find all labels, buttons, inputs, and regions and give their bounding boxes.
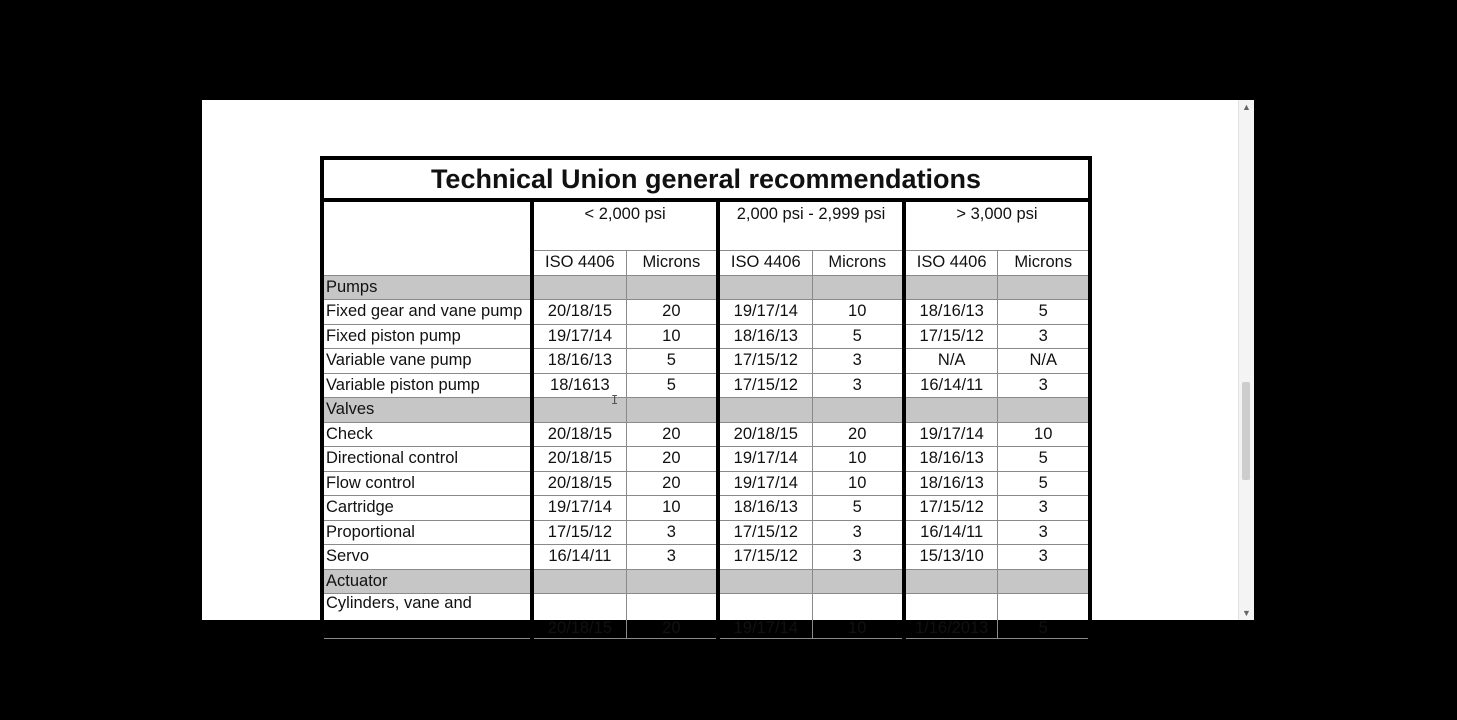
table-row — [322, 349, 1090, 374]
cell-microns: 3 — [626, 520, 718, 545]
row-label: Directional control — [322, 447, 532, 472]
header-blank-cell — [322, 200, 532, 275]
scroll-thumb[interactable] — [1242, 382, 1250, 480]
table-row — [322, 324, 1090, 349]
scroll-up-icon[interactable]: ▲ — [1242, 102, 1251, 112]
cell-microns: 10 — [626, 496, 718, 521]
recommendations-table — [320, 156, 1092, 639]
cell-iso: 17/15/12 — [904, 496, 998, 521]
cell-microns: 5 — [998, 594, 1090, 639]
cell-iso: 20/18/15 — [532, 300, 626, 325]
category-row-valves — [322, 398, 1090, 423]
cell-microns: 3 — [998, 545, 1090, 570]
col-header-iso: ISO 4406 — [904, 251, 998, 276]
cell-iso: 19/17/14 — [718, 447, 812, 472]
cell-iso: 20/18/15 — [532, 471, 626, 496]
category-label: Valves — [322, 398, 532, 423]
cell-iso: 18/1613 — [532, 373, 626, 398]
cell-microns: 10 — [998, 422, 1090, 447]
table-row — [322, 373, 1090, 398]
cell-microns: 5 — [626, 373, 718, 398]
row-label: Cartridge — [322, 496, 532, 521]
cell-iso: 20/18/15 — [532, 447, 626, 472]
cell-iso: 18/16/13 — [904, 300, 998, 325]
cell-microns: 10 — [812, 447, 904, 472]
text-cursor-icon: I — [611, 393, 619, 407]
cell-microns: 20 — [626, 300, 718, 325]
row-label: Flow control — [322, 471, 532, 496]
cell-iso: 16/14/11 — [904, 373, 998, 398]
cell-iso: 20/18/15 — [718, 422, 812, 447]
row-label: Check — [322, 422, 532, 447]
cell-microns: 10 — [812, 471, 904, 496]
cell-microns: 3 — [812, 349, 904, 374]
cell-microns: 5 — [626, 349, 718, 374]
cell-microns: 3 — [812, 520, 904, 545]
category-label: Actuator — [322, 569, 532, 594]
cell-microns: 5 — [812, 496, 904, 521]
cell-iso: 19/17/14 — [718, 300, 812, 325]
cell-iso: 19/17/14 — [532, 496, 626, 521]
cell-iso: 19/17/14 — [718, 594, 812, 639]
col-header-iso: ISO 4406 — [718, 251, 812, 276]
cell-iso: 19/17/14 — [904, 422, 998, 447]
cell-iso: 15/13/10 — [904, 545, 998, 570]
cell-microns: 20 — [812, 422, 904, 447]
cell-microns: 3 — [998, 520, 1090, 545]
cell-microns: 5 — [998, 471, 1090, 496]
cell-microns: 5 — [998, 447, 1090, 472]
cell-iso: 17/15/12 — [718, 520, 812, 545]
cell-microns: 3 — [998, 373, 1090, 398]
cell-microns: 10 — [812, 594, 904, 639]
table-title: Technical Union general recommendations — [322, 158, 1090, 200]
cell-iso: 17/15/12 — [718, 373, 812, 398]
cell-microns: 5 — [812, 324, 904, 349]
pressure-range-row — [322, 200, 1090, 251]
cell-iso: 19/17/14 — [718, 471, 812, 496]
range-header-low: < 2,000 psi — [532, 200, 718, 251]
category-row-actuator — [322, 569, 1090, 594]
cell-microns: 3 — [998, 324, 1090, 349]
cell-microns: 20 — [626, 594, 718, 639]
cell-iso: 16/14/11 — [532, 545, 626, 570]
range-header-high: > 3,000 psi — [904, 200, 1090, 251]
table-row — [322, 545, 1090, 570]
document-page — [202, 100, 1254, 637]
cell-microns: N/A — [998, 349, 1090, 374]
cell-microns: 10 — [812, 300, 904, 325]
cell-iso: 17/15/12 — [532, 520, 626, 545]
table-title-row — [322, 158, 1090, 200]
cell-microns: 3 — [812, 545, 904, 570]
cell-microns: 20 — [626, 447, 718, 472]
cell-iso: 18/16/13 — [532, 349, 626, 374]
cell-iso: 18/16/13 — [718, 496, 812, 521]
cell-iso: 18/16/13 — [718, 324, 812, 349]
cell-microns: 3 — [812, 373, 904, 398]
cell-iso: 17/15/12 — [904, 324, 998, 349]
table-row — [322, 471, 1090, 496]
table-row — [322, 594, 1090, 639]
cell-microns: 10 — [626, 324, 718, 349]
vertical-scrollbar[interactable] — [1238, 100, 1254, 620]
col-header-microns: Microns — [812, 251, 904, 276]
cell-microns: 20 — [626, 422, 718, 447]
col-header-microns: Microns — [626, 251, 718, 276]
row-label: Servo — [322, 545, 532, 570]
col-header-iso: ISO 4406 — [532, 251, 626, 276]
row-label: Variable vane pump — [322, 349, 532, 374]
row-label: Variable piston pump — [322, 373, 532, 398]
cell-iso: 16/14/11 — [904, 520, 998, 545]
row-label: Cylinders, vane and — [322, 594, 532, 639]
cell-iso: 20/18/15 — [532, 422, 626, 447]
cell-microns: 20 — [626, 471, 718, 496]
table-row — [322, 520, 1090, 545]
cell-iso: 20/18/15 — [532, 594, 626, 639]
cell-microns: 3 — [998, 496, 1090, 521]
row-label: Fixed piston pump — [322, 324, 532, 349]
range-header-mid: 2,000 psi - 2,999 psi — [718, 200, 904, 251]
row-label: Fixed gear and vane pump — [322, 300, 532, 325]
table-row — [322, 496, 1090, 521]
cell-iso: 19/17/14 — [532, 324, 626, 349]
cell-microns: 5 — [998, 300, 1090, 325]
cell-iso: 1/16/2013 — [904, 594, 998, 639]
scroll-down-icon[interactable]: ▼ — [1242, 608, 1251, 618]
table-row — [322, 422, 1090, 447]
cell-iso: 17/15/12 — [718, 545, 812, 570]
cell-iso: 18/16/13 — [904, 447, 998, 472]
col-header-microns: Microns — [998, 251, 1090, 276]
row-label: Proportional — [322, 520, 532, 545]
category-row-pumps — [322, 275, 1090, 300]
cell-microns: 3 — [626, 545, 718, 570]
cell-iso: 17/15/12 — [718, 349, 812, 374]
table-row — [322, 447, 1090, 472]
table-row — [322, 300, 1090, 325]
cell-iso: N/A — [904, 349, 998, 374]
category-label: Pumps — [322, 275, 532, 300]
cell-iso: 18/16/13 — [904, 471, 998, 496]
